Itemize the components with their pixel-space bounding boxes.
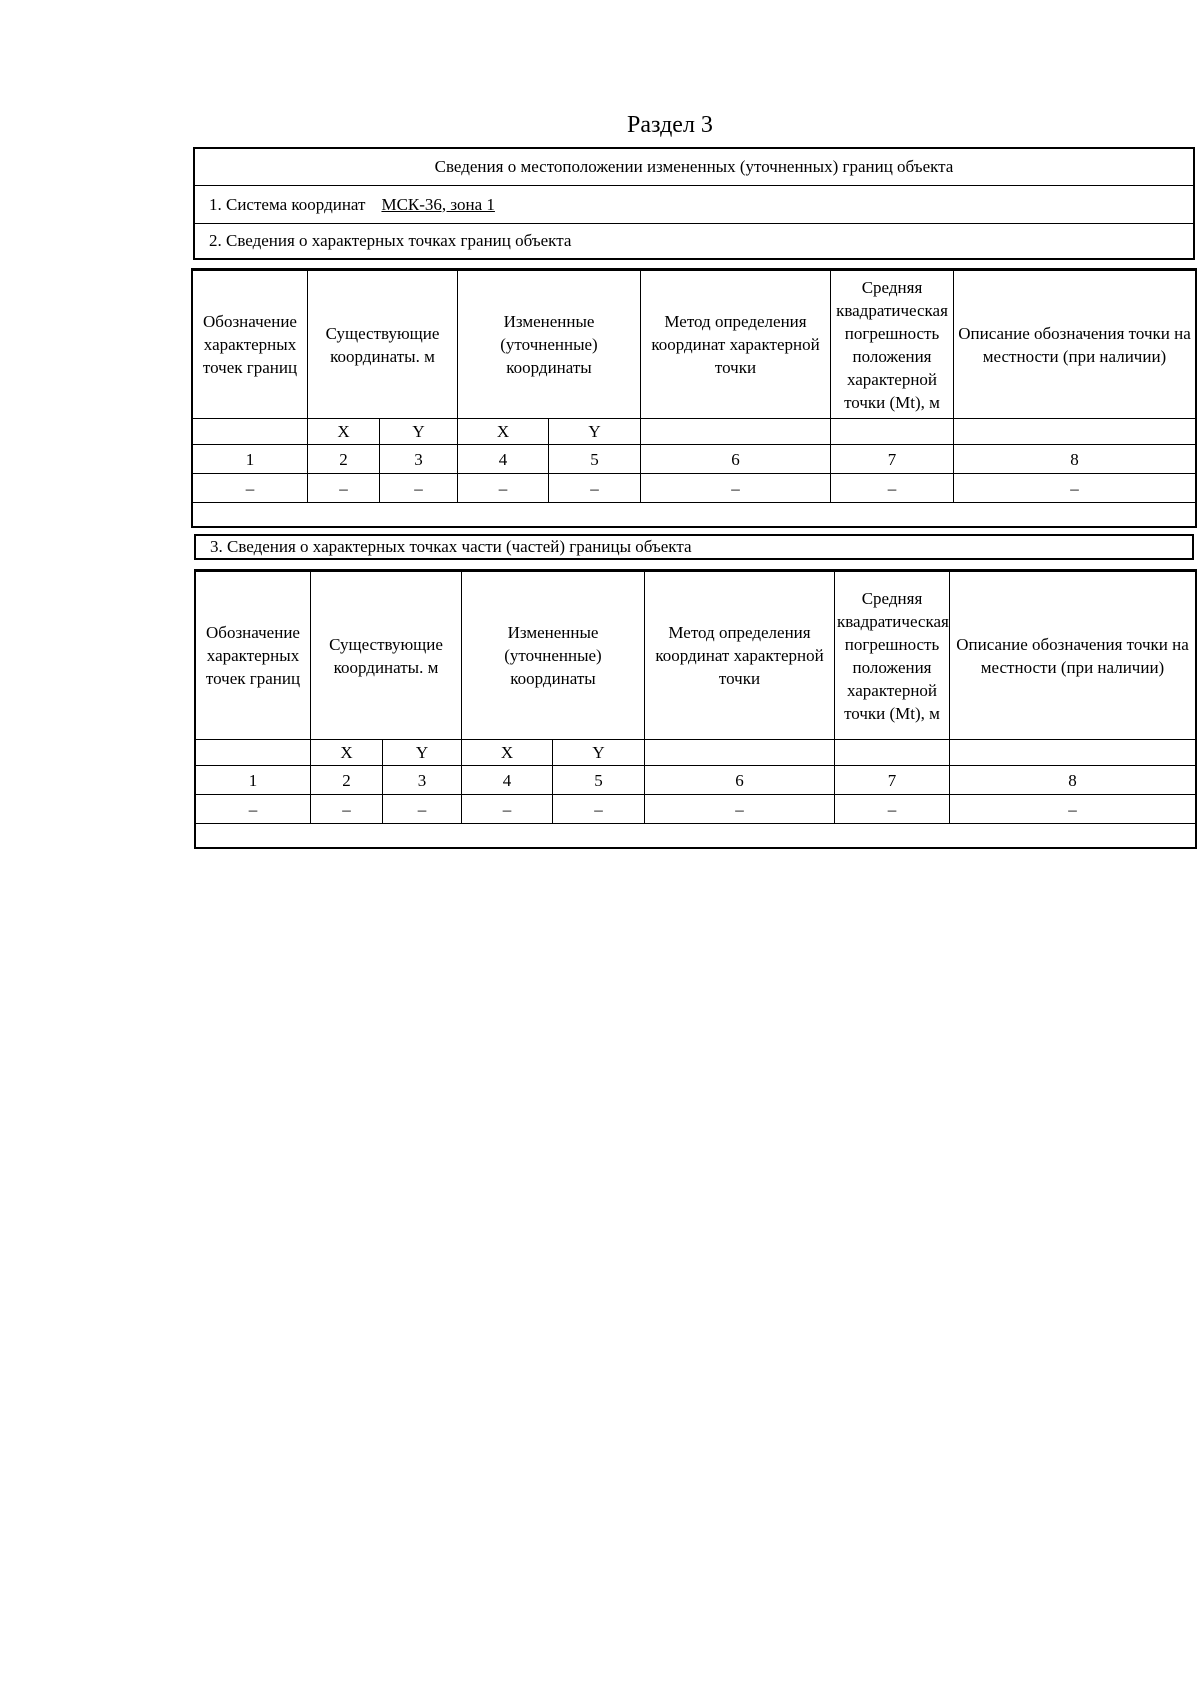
table1-num-cell: 3 bbox=[380, 445, 458, 474]
table1-sub-cell bbox=[954, 419, 1196, 445]
table1-header-error: Средняя квадратическая погрешность положения характерной точки (Mt), м bbox=[831, 271, 954, 419]
table1-dash-cell: – bbox=[954, 474, 1196, 503]
table1-subheader-row bbox=[193, 419, 1196, 445]
table1-dash-cell: – bbox=[641, 474, 831, 503]
table2-empty-cell bbox=[196, 824, 1196, 849]
table2-header-existing: Существующие координаты. м bbox=[311, 572, 462, 740]
table2-sub-cell: Y bbox=[553, 740, 645, 766]
part-heading-box bbox=[194, 534, 1194, 560]
table2-dash-cell: – bbox=[311, 795, 383, 824]
table1-dash-cell: – bbox=[380, 474, 458, 503]
table1-header-method: Метод определения координат характерной точки bbox=[641, 271, 831, 419]
table2-dash-cell: – bbox=[835, 795, 950, 824]
table1-num-cell: 8 bbox=[954, 445, 1196, 474]
table2 bbox=[195, 571, 1196, 849]
table1-header-description: Описание обозначения точки на местности (при наличии) bbox=[954, 271, 1196, 419]
table1 bbox=[192, 270, 1196, 528]
table2-dash-cell: – bbox=[462, 795, 553, 824]
table2-dash-cell: – bbox=[645, 795, 835, 824]
table1-num-cell: 2 bbox=[308, 445, 380, 474]
table2-num-cell: 7 bbox=[835, 766, 950, 795]
table2-sub-cell bbox=[645, 740, 835, 766]
table2-dash-cell: – bbox=[196, 795, 311, 824]
table1-sub-cell: Y bbox=[380, 419, 458, 445]
table2-sub-cell: Y bbox=[383, 740, 462, 766]
coord-system-label: 1. Система координат bbox=[209, 194, 366, 214]
table1-empty-cell bbox=[193, 503, 1196, 528]
table1-header-existing: Существующие координаты. м bbox=[308, 271, 458, 419]
table2-sub-cell bbox=[196, 740, 311, 766]
coord-system-value: МСК-36, зона 1 bbox=[381, 194, 495, 214]
table2-num-cell: 6 bbox=[645, 766, 835, 795]
coord-system-row bbox=[195, 186, 1193, 224]
info-heading: Сведения о местоположении измененных (уточненных) границ объекта bbox=[434, 157, 954, 176]
table1-dash-cell: – bbox=[193, 474, 308, 503]
table2-header-changed: Измененные (уточненные) координаты bbox=[462, 572, 645, 740]
table1-sub-cell: Y bbox=[549, 419, 641, 445]
table1-data-row bbox=[193, 474, 1196, 503]
part-heading-row bbox=[196, 536, 1192, 558]
table1-sub-cell bbox=[193, 419, 308, 445]
table1-sub-cell bbox=[641, 419, 831, 445]
table1-sub-cell: X bbox=[458, 419, 549, 445]
info-heading-row bbox=[195, 149, 1193, 186]
table2-sub-cell bbox=[950, 740, 1196, 766]
table2-header-designation: Обозначение характерных точек границ bbox=[196, 572, 311, 740]
section-title: Раздел 3 bbox=[627, 112, 713, 138]
table2-num-cell: 2 bbox=[311, 766, 383, 795]
table1-num-cell: 7 bbox=[831, 445, 954, 474]
table1-header-designation: Обозначение характерных точек границ bbox=[193, 271, 308, 419]
table1-dash-cell: – bbox=[831, 474, 954, 503]
table2-num-cell: 3 bbox=[383, 766, 462, 795]
table1-num-cell: 1 bbox=[193, 445, 308, 474]
table2-dash-cell: – bbox=[383, 795, 462, 824]
table2-num-cell: 5 bbox=[553, 766, 645, 795]
table1-dash-cell: – bbox=[308, 474, 380, 503]
table1-header-row bbox=[193, 271, 1196, 419]
table2-dash-cell: – bbox=[950, 795, 1196, 824]
table1-sub-cell bbox=[831, 419, 954, 445]
table1-empty-row bbox=[193, 503, 1196, 528]
table1-num-cell: 6 bbox=[641, 445, 831, 474]
table1-header-changed: Измененные (уточненные) координаты bbox=[458, 271, 641, 419]
points-heading: 2. Сведения о характерных точках границ объекта bbox=[209, 231, 572, 250]
table2-header-row bbox=[196, 572, 1196, 740]
table1-number-row bbox=[193, 445, 1196, 474]
table1-dash-cell: – bbox=[549, 474, 641, 503]
table2-num-cell: 1 bbox=[196, 766, 311, 795]
table1-num-cell: 5 bbox=[549, 445, 641, 474]
table2-header-description: Описание обозначения точки на местности (при наличии) bbox=[950, 572, 1196, 740]
table2-number-row bbox=[196, 766, 1196, 795]
table2-dash-cell: – bbox=[553, 795, 645, 824]
table2-header-error: Средняя квадратическая погрешность положения характерной точки (Mt), м bbox=[835, 572, 950, 740]
table2-num-cell: 4 bbox=[462, 766, 553, 795]
table2-empty-row bbox=[196, 824, 1196, 849]
points-heading-row bbox=[195, 224, 1193, 258]
table2-subheader-row bbox=[196, 740, 1196, 766]
part-heading: 3. Сведения о характерных точках части (частей) границы объекта bbox=[210, 537, 692, 556]
table2-sub-cell bbox=[835, 740, 950, 766]
table1-dash-cell: – bbox=[458, 474, 549, 503]
table2-data-row bbox=[196, 795, 1196, 824]
table1-num-cell: 4 bbox=[458, 445, 549, 474]
table1-sub-cell: X bbox=[308, 419, 380, 445]
info-box bbox=[193, 147, 1195, 260]
table2-header-method: Метод определения координат характерной точки bbox=[645, 572, 835, 740]
table2-num-cell: 8 bbox=[950, 766, 1196, 795]
table2-sub-cell: X bbox=[462, 740, 553, 766]
table2-sub-cell: X bbox=[311, 740, 383, 766]
